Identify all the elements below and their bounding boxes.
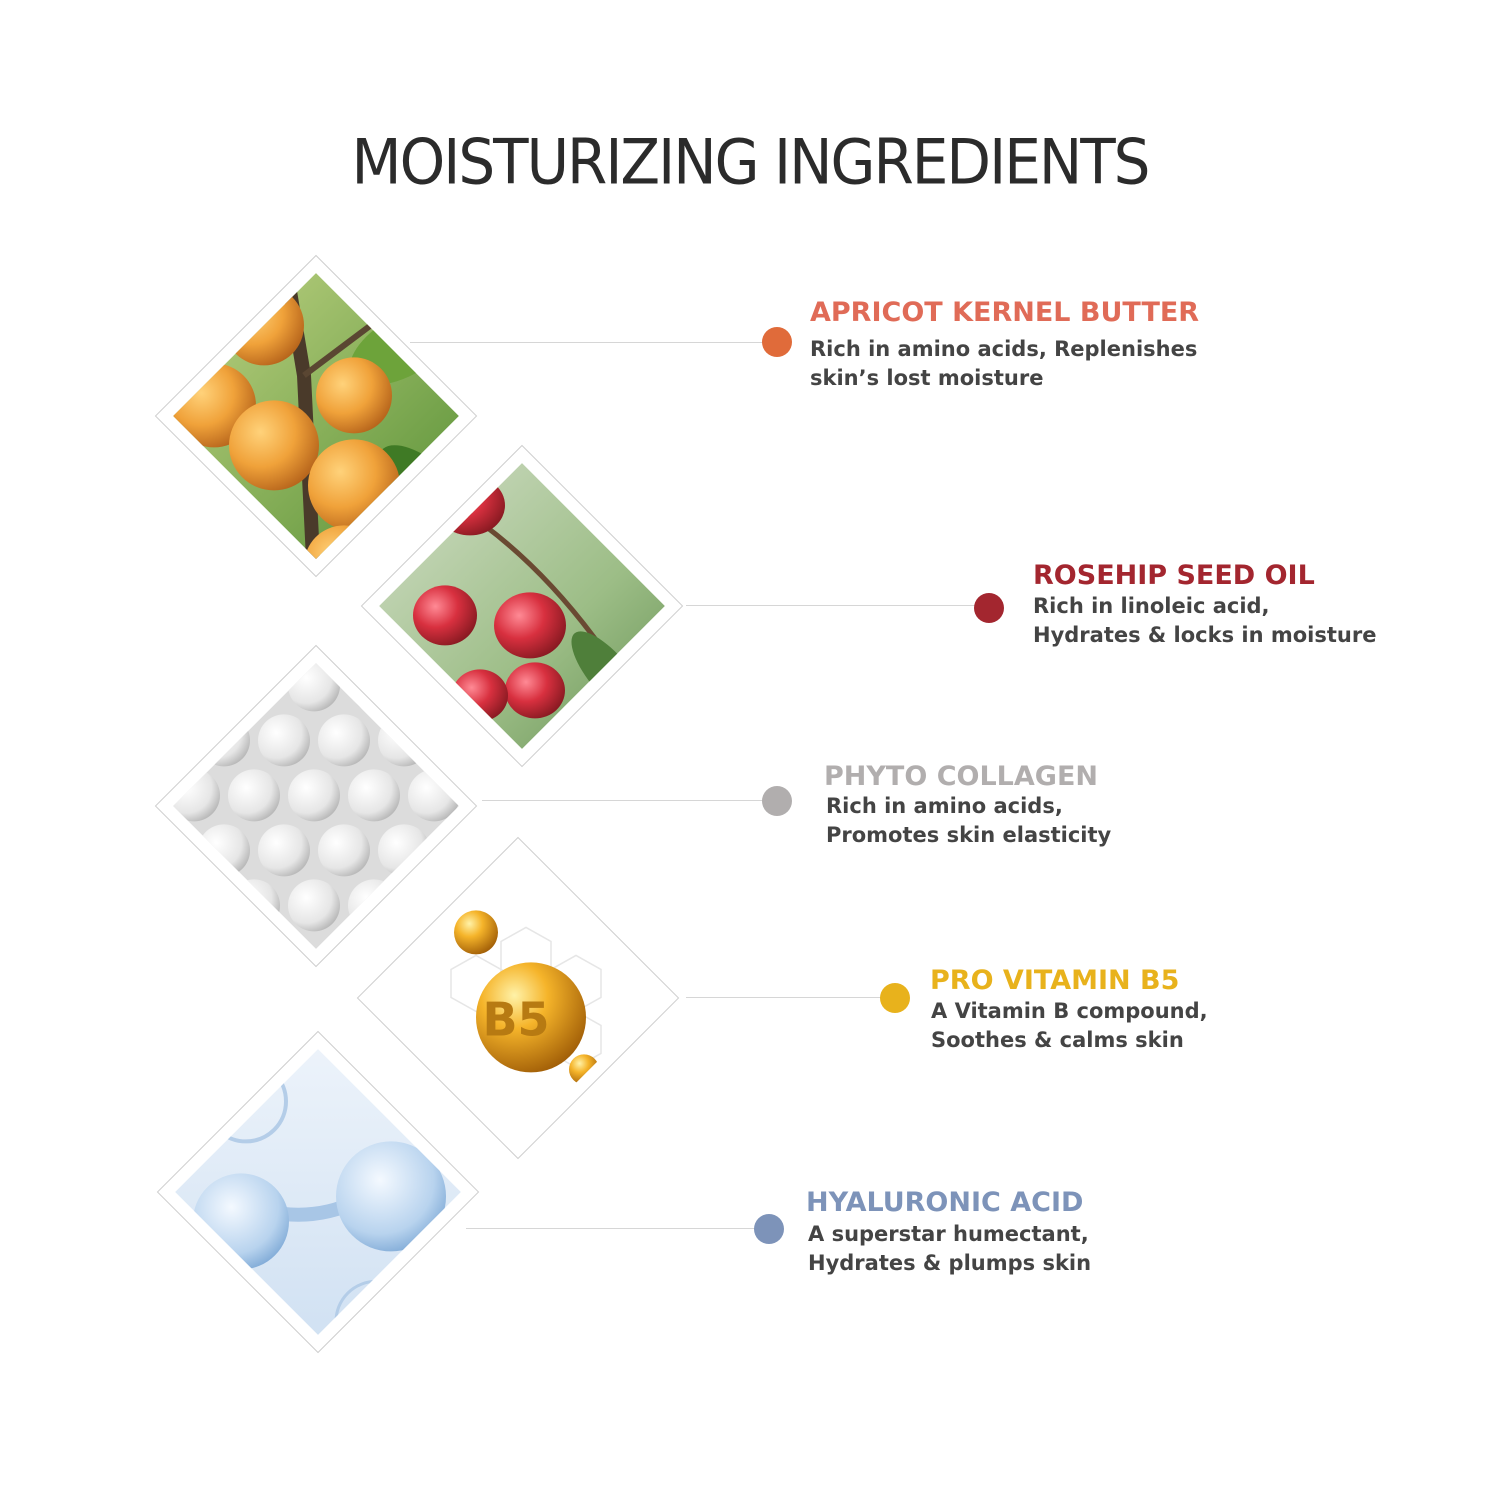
ingredient-desc-line: A superstar humectant, bbox=[808, 1222, 1089, 1246]
ingredient-desc-b5 bbox=[931, 997, 1208, 1055]
connector-line-apricot bbox=[410, 342, 765, 343]
hyaluronic-dot bbox=[754, 1214, 784, 1244]
ingredient-desc-rosehip bbox=[1033, 592, 1376, 650]
ingredient-desc-line: Rich in linoleic acid, bbox=[1033, 594, 1270, 618]
page-title: MOISTURIZING INGREDIENTS bbox=[351, 125, 1149, 199]
b5-label: B5 bbox=[482, 992, 550, 1047]
vitamin-b5-image-frame bbox=[357, 837, 679, 1159]
ingredient-desc-line: skin’s lost moisture bbox=[810, 366, 1044, 390]
connector-line-b5 bbox=[686, 997, 882, 998]
hyaluronic-image-frame bbox=[157, 1031, 479, 1353]
b5-dot bbox=[880, 983, 910, 1013]
ingredient-title-apricot: APRICOT KERNEL BUTTER bbox=[810, 297, 1200, 328]
ingredient-desc-line: Hydrates & locks in moisture bbox=[1033, 623, 1377, 647]
ingredient-title-rosehip: ROSEHIP SEED OIL bbox=[1033, 560, 1315, 591]
molecule-bubbles-image bbox=[175, 1049, 461, 1335]
ingredient-title-phyto: PHYTO COLLAGEN bbox=[824, 761, 1098, 792]
ingredient-desc-line: A Vitamin B compound, bbox=[931, 999, 1208, 1023]
connector-line-hyaluronic bbox=[466, 1228, 756, 1229]
ingredient-desc-line: Hydrates & plumps skin bbox=[808, 1251, 1092, 1275]
phyto-dot bbox=[762, 786, 792, 816]
apricot-dot bbox=[762, 327, 792, 357]
ingredient-title-b5: PRO VITAMIN B5 bbox=[930, 965, 1180, 996]
ingredient-title-hyaluronic: HYALURONIC ACID bbox=[806, 1187, 1084, 1218]
ingredient-desc-line: Rich in amino acids, bbox=[826, 794, 1063, 818]
connector-line-phyto bbox=[482, 800, 764, 801]
connector-line-rosehip bbox=[686, 605, 976, 606]
rosehip-image-frame bbox=[361, 445, 683, 767]
ingredient-desc-phyto bbox=[826, 792, 1111, 850]
vitamin-b5-capsule-image bbox=[375, 855, 661, 1141]
ingredient-desc-hyaluronic bbox=[808, 1220, 1091, 1278]
ingredient-desc-apricot bbox=[810, 335, 1197, 393]
ingredient-desc-line: Rich in amino acids, Replenishes bbox=[810, 337, 1198, 361]
phyto-collagen-image-frame bbox=[155, 645, 477, 967]
apricot-fruit-image bbox=[173, 273, 459, 559]
ingredient-desc-line: Promotes skin elasticity bbox=[826, 823, 1112, 847]
rosehip-berries-image bbox=[379, 463, 665, 749]
rosehip-dot bbox=[974, 593, 1004, 623]
apricot-image-frame bbox=[155, 255, 477, 577]
ingredient-desc-line: Soothes & calms skin bbox=[931, 1028, 1184, 1052]
white-spheres-image bbox=[173, 663, 459, 949]
